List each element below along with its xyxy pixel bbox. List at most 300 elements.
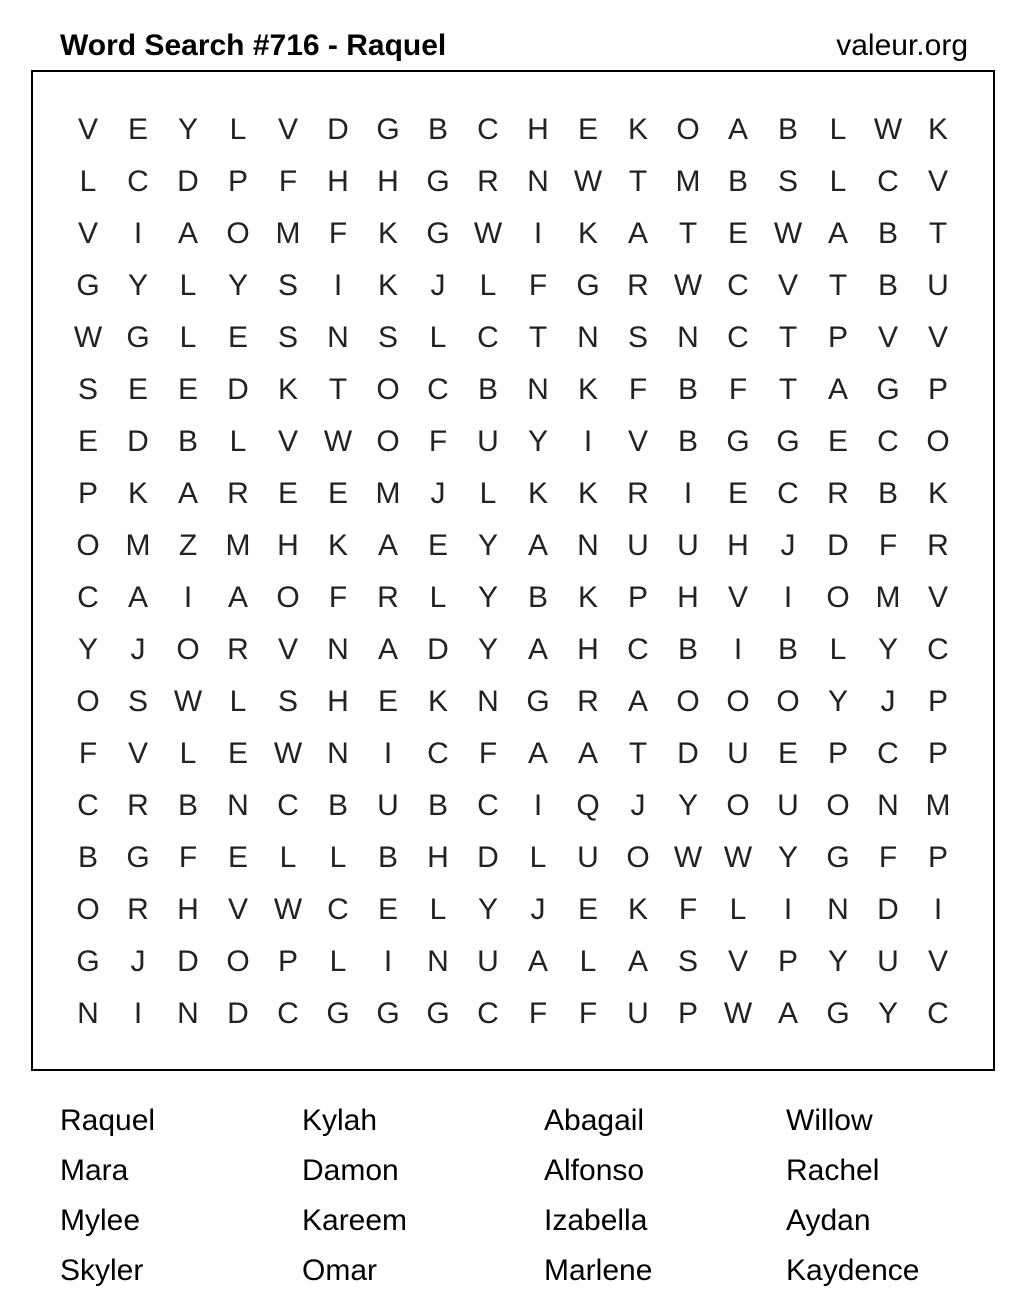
grid-letter[interactable]: F bbox=[678, 893, 698, 926]
grid-letter[interactable]: P bbox=[927, 737, 948, 770]
grid-letter[interactable]: C bbox=[877, 737, 899, 770]
grid-letter[interactable]: W bbox=[773, 217, 803, 250]
grid-letter[interactable]: F bbox=[278, 165, 298, 198]
grid-letter[interactable]: M bbox=[375, 477, 401, 510]
grid-letter[interactable]: V bbox=[277, 633, 298, 666]
grid-letter[interactable]: A bbox=[627, 945, 648, 978]
grid-letter[interactable]: O bbox=[176, 633, 200, 666]
grid-letter[interactable]: W bbox=[723, 841, 753, 874]
grid-letter[interactable]: U bbox=[477, 425, 499, 458]
grid-letter[interactable]: F bbox=[878, 529, 898, 562]
grid-letter[interactable]: A bbox=[777, 997, 798, 1030]
grid-letter[interactable]: R bbox=[377, 581, 399, 614]
grid-letter[interactable]: W bbox=[673, 269, 703, 302]
grid-letter[interactable]: P bbox=[927, 841, 948, 874]
grid-letter[interactable]: G bbox=[426, 997, 450, 1030]
grid-letter[interactable]: C bbox=[77, 789, 99, 822]
grid-letter[interactable]: Y bbox=[827, 685, 848, 718]
grid-letter[interactable]: Q bbox=[576, 789, 600, 822]
grid-letter[interactable]: P bbox=[927, 685, 948, 718]
grid-letter[interactable]: J bbox=[130, 633, 146, 666]
grid-letter[interactable]: O bbox=[826, 581, 850, 614]
grid-letter[interactable]: C bbox=[277, 789, 299, 822]
grid-letter[interactable]: L bbox=[429, 321, 447, 354]
grid-letter[interactable]: Y bbox=[777, 841, 798, 874]
grid-letter[interactable]: O bbox=[76, 685, 100, 718]
grid-letter[interactable]: N bbox=[427, 945, 449, 978]
grid-letter[interactable]: J bbox=[530, 893, 546, 926]
grid-letter[interactable]: L bbox=[479, 269, 497, 302]
grid-letter[interactable]: U bbox=[777, 789, 799, 822]
grid-letter[interactable]: I bbox=[133, 997, 143, 1030]
grid-letter[interactable]: S bbox=[677, 945, 698, 978]
grid-letter[interactable]: A bbox=[127, 581, 148, 614]
grid-letter[interactable]: C bbox=[727, 321, 749, 354]
grid-letter[interactable]: L bbox=[829, 165, 847, 198]
grid-letter[interactable]: B bbox=[177, 425, 198, 458]
grid-letter[interactable]: S bbox=[277, 321, 298, 354]
grid-letter[interactable]: M bbox=[125, 529, 151, 562]
grid-letter[interactable]: O bbox=[276, 581, 300, 614]
grid-letter[interactable]: A bbox=[377, 633, 398, 666]
grid-letter[interactable]: K bbox=[577, 217, 598, 250]
grid-letter[interactable]: U bbox=[477, 945, 499, 978]
grid-letter[interactable]: P bbox=[777, 945, 798, 978]
grid-letter[interactable]: V bbox=[927, 581, 948, 614]
grid-letter[interactable]: E bbox=[277, 477, 298, 510]
grid-letter[interactable]: P bbox=[277, 945, 298, 978]
grid-letter[interactable]: V bbox=[927, 321, 948, 354]
grid-letter[interactable]: C bbox=[927, 633, 949, 666]
grid-letter[interactable]: O bbox=[676, 113, 700, 146]
grid-letter[interactable]: V bbox=[927, 945, 948, 978]
grid-letter[interactable]: M bbox=[875, 581, 901, 614]
grid-letter[interactable]: O bbox=[726, 685, 750, 718]
grid-letter[interactable]: L bbox=[429, 581, 447, 614]
grid-letter[interactable]: G bbox=[126, 841, 150, 874]
grid-letter[interactable]: E bbox=[227, 841, 248, 874]
grid-letter[interactable]: C bbox=[627, 633, 649, 666]
grid-letter[interactable]: C bbox=[477, 789, 499, 822]
grid-letter[interactable]: O bbox=[226, 217, 250, 250]
grid-letter[interactable]: H bbox=[727, 529, 749, 562]
grid-letter[interactable]: G bbox=[726, 425, 750, 458]
grid-letter[interactable]: T bbox=[628, 165, 648, 198]
grid-letter[interactable]: D bbox=[227, 373, 249, 406]
grid-letter[interactable]: O bbox=[776, 685, 800, 718]
grid-letter[interactable]: S bbox=[277, 269, 298, 302]
grid-letter[interactable]: C bbox=[777, 477, 799, 510]
grid-letter[interactable]: K bbox=[427, 685, 448, 718]
grid-letter[interactable]: J bbox=[430, 269, 446, 302]
grid-letter[interactable]: L bbox=[179, 321, 197, 354]
grid-letter[interactable]: Y bbox=[477, 581, 498, 614]
grid-letter[interactable]: N bbox=[327, 737, 349, 770]
grid-letter[interactable]: L bbox=[729, 893, 747, 926]
grid-letter[interactable]: O bbox=[726, 789, 750, 822]
grid-letter[interactable]: O bbox=[626, 841, 650, 874]
grid-letter[interactable]: B bbox=[777, 633, 798, 666]
grid-letter[interactable]: J bbox=[430, 477, 446, 510]
grid-letter[interactable]: K bbox=[377, 269, 398, 302]
grid-letter[interactable]: G bbox=[826, 841, 850, 874]
grid-letter[interactable]: P bbox=[927, 373, 948, 406]
grid-letter[interactable]: I bbox=[783, 581, 793, 614]
grid-letter[interactable]: U bbox=[627, 997, 649, 1030]
grid-letter[interactable]: D bbox=[477, 841, 499, 874]
grid-letter[interactable]: S bbox=[377, 321, 398, 354]
grid-letter[interactable]: G bbox=[376, 997, 400, 1030]
grid-letter[interactable]: L bbox=[179, 269, 197, 302]
grid-letter[interactable]: D bbox=[427, 633, 449, 666]
grid-letter[interactable]: O bbox=[226, 945, 250, 978]
grid-letter[interactable]: W bbox=[323, 425, 353, 458]
grid-letter[interactable]: R bbox=[227, 633, 249, 666]
grid-letter[interactable]: A bbox=[627, 685, 648, 718]
grid-letter[interactable]: G bbox=[426, 217, 450, 250]
grid-letter[interactable]: C bbox=[277, 997, 299, 1030]
grid-letter[interactable]: O bbox=[376, 425, 400, 458]
grid-letter[interactable]: H bbox=[327, 685, 349, 718]
grid-letter[interactable]: G bbox=[326, 997, 350, 1030]
grid-letter[interactable]: W bbox=[573, 165, 603, 198]
grid-letter[interactable]: Y bbox=[677, 789, 698, 822]
grid-letter[interactable]: H bbox=[177, 893, 199, 926]
grid-letter[interactable]: I bbox=[133, 217, 143, 250]
grid-letter[interactable]: H bbox=[427, 841, 449, 874]
grid-letter[interactable]: C bbox=[477, 321, 499, 354]
grid-letter[interactable]: L bbox=[179, 737, 197, 770]
grid-letter[interactable]: G bbox=[126, 321, 150, 354]
grid-letter[interactable]: H bbox=[277, 529, 299, 562]
grid-letter[interactable]: L bbox=[329, 841, 347, 874]
grid-letter[interactable]: W bbox=[723, 997, 753, 1030]
grid-letter[interactable]: S bbox=[777, 165, 798, 198]
grid-letter[interactable]: B bbox=[777, 113, 798, 146]
grid-letter[interactable]: E bbox=[577, 893, 598, 926]
grid-letter[interactable]: G bbox=[826, 997, 850, 1030]
grid-letter[interactable]: N bbox=[877, 789, 899, 822]
grid-letter[interactable]: E bbox=[327, 477, 348, 510]
grid-letter[interactable]: V bbox=[627, 425, 648, 458]
grid-letter[interactable]: R bbox=[827, 477, 849, 510]
grid-letter[interactable]: E bbox=[727, 477, 748, 510]
grid-letter[interactable]: D bbox=[877, 893, 899, 926]
grid-letter[interactable]: U bbox=[727, 737, 749, 770]
grid-letter[interactable]: H bbox=[327, 165, 349, 198]
grid-letter[interactable]: C bbox=[877, 165, 899, 198]
grid-letter[interactable]: T bbox=[778, 321, 798, 354]
grid-letter[interactable]: C bbox=[327, 893, 349, 926]
grid-letter[interactable]: K bbox=[527, 477, 548, 510]
grid-letter[interactable]: I bbox=[383, 945, 393, 978]
grid-letter[interactable]: A bbox=[227, 581, 248, 614]
grid-letter[interactable]: V bbox=[877, 321, 898, 354]
grid-letter[interactable]: K bbox=[377, 217, 398, 250]
grid-letter[interactable]: E bbox=[577, 113, 598, 146]
grid-letter[interactable]: F bbox=[528, 269, 548, 302]
grid-letter[interactable]: U bbox=[577, 841, 599, 874]
grid-letter[interactable]: N bbox=[327, 633, 349, 666]
grid-letter[interactable]: G bbox=[876, 373, 900, 406]
grid-letter[interactable]: C bbox=[77, 581, 99, 614]
grid-letter[interactable]: V bbox=[277, 425, 298, 458]
grid-letter[interactable]: B bbox=[677, 633, 698, 666]
grid-letter[interactable]: J bbox=[880, 685, 896, 718]
grid-letter[interactable]: L bbox=[229, 425, 247, 458]
grid-letter[interactable]: D bbox=[327, 113, 349, 146]
grid-letter[interactable]: A bbox=[827, 217, 848, 250]
grid-letter[interactable]: U bbox=[627, 529, 649, 562]
grid-letter[interactable]: Y bbox=[877, 997, 898, 1030]
grid-letter[interactable]: Y bbox=[827, 945, 848, 978]
grid-letter[interactable]: E bbox=[427, 529, 448, 562]
grid-letter[interactable]: K bbox=[127, 477, 148, 510]
grid-letter[interactable]: R bbox=[127, 893, 149, 926]
grid-letter[interactable]: B bbox=[877, 269, 898, 302]
grid-letter[interactable]: W bbox=[473, 217, 503, 250]
grid-letter[interactable]: O bbox=[926, 425, 950, 458]
grid-letter[interactable]: E bbox=[177, 373, 198, 406]
grid-letter[interactable]: S bbox=[627, 321, 648, 354]
grid-letter[interactable]: B bbox=[377, 841, 398, 874]
grid-letter[interactable]: H bbox=[377, 165, 399, 198]
grid-letter[interactable]: E bbox=[777, 737, 798, 770]
grid-letter[interactable]: N bbox=[177, 997, 199, 1030]
grid-letter[interactable]: I bbox=[533, 789, 543, 822]
grid-letter[interactable]: C bbox=[127, 165, 149, 198]
grid-letter[interactable]: R bbox=[477, 165, 499, 198]
grid-letter[interactable]: N bbox=[577, 529, 599, 562]
grid-letter[interactable]: T bbox=[928, 217, 948, 250]
grid-letter[interactable]: L bbox=[429, 893, 447, 926]
grid-letter[interactable]: A bbox=[527, 737, 548, 770]
grid-letter[interactable]: B bbox=[77, 841, 98, 874]
grid-letter[interactable]: W bbox=[873, 113, 903, 146]
grid-letter[interactable]: G bbox=[776, 425, 800, 458]
grid-letter[interactable]: K bbox=[577, 373, 598, 406]
grid-letter[interactable]: A bbox=[827, 373, 848, 406]
grid-letter[interactable]: F bbox=[478, 737, 498, 770]
grid-letter[interactable]: S bbox=[277, 685, 298, 718]
grid-letter[interactable]: V bbox=[127, 737, 148, 770]
grid-letter[interactable]: P bbox=[827, 321, 848, 354]
grid-letter[interactable]: Y bbox=[477, 529, 498, 562]
grid-letter[interactable]: C bbox=[927, 997, 949, 1030]
grid-letter[interactable]: K bbox=[627, 113, 648, 146]
grid-letter[interactable]: W bbox=[73, 321, 103, 354]
grid-letter[interactable]: J bbox=[780, 529, 796, 562]
grid-letter[interactable]: W bbox=[673, 841, 703, 874]
grid-letter[interactable]: G bbox=[426, 165, 450, 198]
grid-letter[interactable]: K bbox=[577, 477, 598, 510]
grid-letter[interactable]: M bbox=[275, 217, 301, 250]
grid-letter[interactable]: B bbox=[177, 789, 198, 822]
grid-letter[interactable]: B bbox=[727, 165, 748, 198]
grid-letter[interactable]: K bbox=[927, 477, 948, 510]
grid-letter[interactable]: H bbox=[527, 113, 549, 146]
grid-letter[interactable]: C bbox=[727, 269, 749, 302]
grid-letter[interactable]: M bbox=[675, 165, 701, 198]
grid-letter[interactable]: U bbox=[377, 789, 399, 822]
grid-letter[interactable]: H bbox=[577, 633, 599, 666]
grid-letter[interactable]: N bbox=[827, 893, 849, 926]
grid-letter[interactable]: B bbox=[427, 789, 448, 822]
grid-letter[interactable]: F bbox=[528, 997, 548, 1030]
grid-letter[interactable]: Y bbox=[477, 893, 498, 926]
grid-letter[interactable]: Y bbox=[77, 633, 98, 666]
grid-letter[interactable]: A bbox=[577, 737, 598, 770]
grid-letter[interactable]: Y bbox=[527, 425, 548, 458]
grid-letter[interactable]: V bbox=[727, 581, 748, 614]
grid-letter[interactable]: N bbox=[327, 321, 349, 354]
grid-letter[interactable]: B bbox=[527, 581, 548, 614]
grid-letter[interactable]: T bbox=[528, 321, 548, 354]
grid-letter[interactable]: T bbox=[628, 737, 648, 770]
grid-letter[interactable]: F bbox=[628, 373, 648, 406]
grid-letter[interactable]: N bbox=[77, 997, 99, 1030]
grid-letter[interactable]: P bbox=[677, 997, 698, 1030]
grid-letter[interactable]: R bbox=[627, 477, 649, 510]
grid-letter[interactable]: B bbox=[327, 789, 348, 822]
grid-letter[interactable]: V bbox=[727, 945, 748, 978]
grid-letter[interactable]: U bbox=[877, 945, 899, 978]
grid-letter[interactable]: V bbox=[277, 113, 298, 146]
grid-letter[interactable]: W bbox=[173, 685, 203, 718]
grid-letter[interactable]: K bbox=[577, 581, 598, 614]
grid-letter[interactable]: C bbox=[877, 425, 899, 458]
grid-letter[interactable]: K bbox=[927, 113, 948, 146]
grid-letter[interactable]: W bbox=[273, 737, 303, 770]
grid-letter[interactable]: O bbox=[376, 373, 400, 406]
grid-letter[interactable]: G bbox=[526, 685, 550, 718]
grid-letter[interactable]: P bbox=[77, 477, 98, 510]
grid-letter[interactable]: S bbox=[77, 373, 98, 406]
grid-letter[interactable]: B bbox=[877, 217, 898, 250]
grid-letter[interactable]: M bbox=[225, 529, 251, 562]
grid-letter[interactable]: L bbox=[529, 841, 547, 874]
grid-letter[interactable]: I bbox=[333, 269, 343, 302]
grid-letter[interactable]: N bbox=[527, 165, 549, 198]
grid-letter[interactable]: L bbox=[229, 685, 247, 718]
grid-letter[interactable]: E bbox=[127, 373, 148, 406]
grid-letter[interactable]: C bbox=[427, 737, 449, 770]
grid-letter[interactable]: G bbox=[376, 113, 400, 146]
grid-letter[interactable]: D bbox=[827, 529, 849, 562]
grid-letter[interactable]: F bbox=[428, 425, 448, 458]
grid-letter[interactable]: O bbox=[76, 893, 100, 926]
grid-letter[interactable]: E bbox=[77, 425, 98, 458]
grid-letter[interactable]: E bbox=[227, 321, 248, 354]
grid-letter[interactable]: N bbox=[477, 685, 499, 718]
grid-letter[interactable]: N bbox=[577, 321, 599, 354]
grid-letter[interactable]: A bbox=[527, 529, 548, 562]
grid-letter[interactable]: I bbox=[533, 217, 543, 250]
grid-letter[interactable]: H bbox=[677, 581, 699, 614]
grid-letter[interactable]: J bbox=[630, 789, 646, 822]
grid-letter[interactable]: E bbox=[227, 737, 248, 770]
grid-letter[interactable]: L bbox=[279, 841, 297, 874]
grid-letter[interactable]: Y bbox=[127, 269, 148, 302]
grid-letter[interactable]: E bbox=[727, 217, 748, 250]
grid-letter[interactable]: A bbox=[177, 477, 198, 510]
grid-letter[interactable]: I bbox=[183, 581, 193, 614]
grid-letter[interactable]: I bbox=[583, 425, 593, 458]
grid-letter[interactable]: R bbox=[577, 685, 599, 718]
grid-letter[interactable]: T bbox=[778, 373, 798, 406]
grid-letter[interactable]: K bbox=[277, 373, 298, 406]
grid-letter[interactable]: J bbox=[130, 945, 146, 978]
grid-letter[interactable]: V bbox=[77, 217, 98, 250]
grid-letter[interactable]: L bbox=[829, 113, 847, 146]
grid-letter[interactable]: Y bbox=[177, 113, 198, 146]
grid-letter[interactable]: A bbox=[527, 945, 548, 978]
grid-letter[interactable]: F bbox=[178, 841, 198, 874]
grid-letter[interactable]: O bbox=[826, 789, 850, 822]
grid-letter[interactable]: Y bbox=[877, 633, 898, 666]
grid-letter[interactable]: T bbox=[328, 373, 348, 406]
grid-letter[interactable]: I bbox=[783, 893, 793, 926]
grid-letter[interactable]: A bbox=[377, 529, 398, 562]
grid-letter[interactable]: L bbox=[579, 945, 597, 978]
grid-letter[interactable]: I bbox=[383, 737, 393, 770]
grid-letter[interactable]: T bbox=[678, 217, 698, 250]
grid-letter[interactable]: B bbox=[677, 425, 698, 458]
grid-letter[interactable]: C bbox=[427, 373, 449, 406]
grid-letter[interactable]: B bbox=[477, 373, 498, 406]
grid-letter[interactable]: L bbox=[829, 633, 847, 666]
grid-letter[interactable]: E bbox=[377, 893, 398, 926]
grid-letter[interactable]: C bbox=[477, 113, 499, 146]
grid-letter[interactable]: G bbox=[76, 945, 100, 978]
grid-letter[interactable]: A bbox=[627, 217, 648, 250]
grid-letter[interactable]: Z bbox=[178, 529, 198, 562]
grid-letter[interactable]: R bbox=[627, 269, 649, 302]
grid-letter[interactable]: E bbox=[377, 685, 398, 718]
grid-letter[interactable]: N bbox=[677, 321, 699, 354]
grid-letter[interactable]: L bbox=[329, 945, 347, 978]
grid-letter[interactable]: P bbox=[627, 581, 648, 614]
grid-letter[interactable]: Y bbox=[227, 269, 248, 302]
grid-letter[interactable]: O bbox=[676, 685, 700, 718]
grid-letter[interactable]: R bbox=[227, 477, 249, 510]
grid-letter[interactable]: P bbox=[827, 737, 848, 770]
grid-letter[interactable]: D bbox=[177, 165, 199, 198]
grid-letter[interactable]: D bbox=[177, 945, 199, 978]
grid-letter[interactable]: F bbox=[328, 581, 348, 614]
grid-letter[interactable]: N bbox=[227, 789, 249, 822]
grid-letter[interactable]: B bbox=[427, 113, 448, 146]
grid-letter[interactable]: B bbox=[677, 373, 698, 406]
grid-letter[interactable]: A bbox=[527, 633, 548, 666]
grid-letter[interactable]: U bbox=[927, 269, 949, 302]
grid-letter[interactable]: F bbox=[578, 997, 598, 1030]
grid-letter[interactable]: I bbox=[933, 893, 943, 926]
grid-letter[interactable]: R bbox=[927, 529, 949, 562]
grid-letter[interactable]: A bbox=[727, 113, 748, 146]
grid-letter[interactable]: O bbox=[76, 529, 100, 562]
grid-letter[interactable]: U bbox=[677, 529, 699, 562]
grid-letter[interactable]: L bbox=[479, 477, 497, 510]
grid-letter[interactable]: E bbox=[827, 425, 848, 458]
grid-letter[interactable]: G bbox=[576, 269, 600, 302]
grid-letter[interactable]: F bbox=[328, 217, 348, 250]
grid-letter[interactable]: A bbox=[177, 217, 198, 250]
grid-letter[interactable]: W bbox=[273, 893, 303, 926]
grid-letter[interactable]: G bbox=[76, 269, 100, 302]
grid-letter[interactable]: C bbox=[477, 997, 499, 1030]
grid-letter[interactable]: V bbox=[777, 269, 798, 302]
